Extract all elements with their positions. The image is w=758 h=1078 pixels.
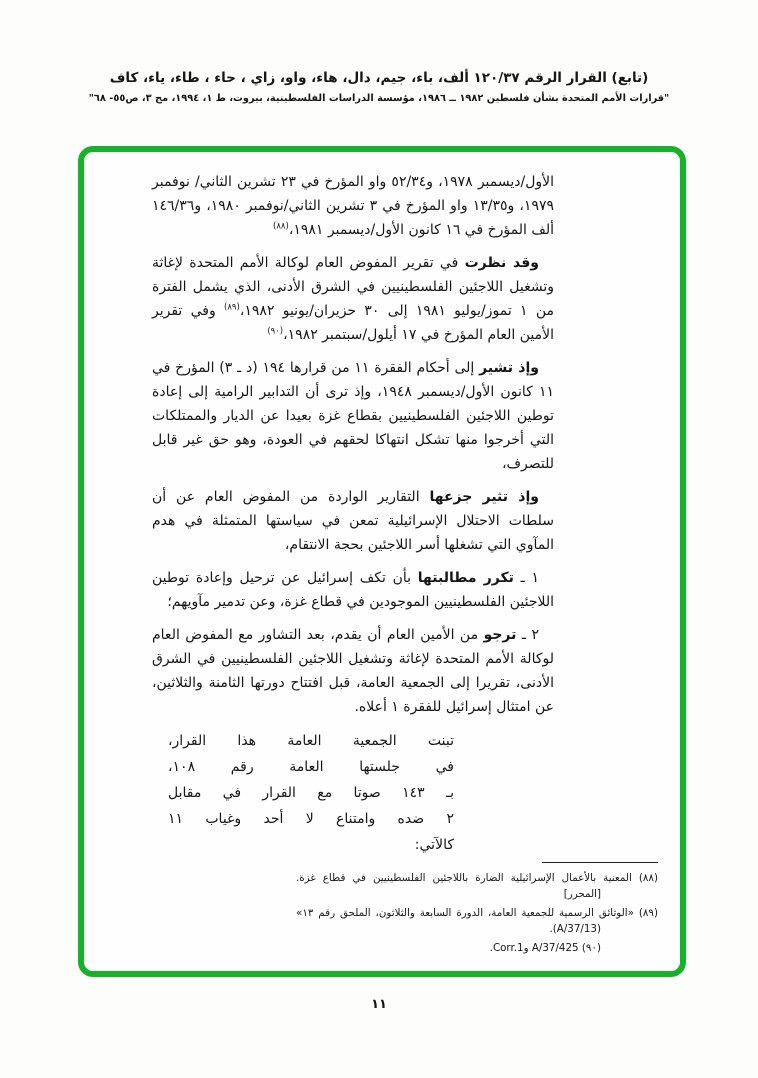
footnote-text: A/37/425 وCorr.1. — [489, 941, 579, 954]
footnote — [296, 870, 658, 903]
text-segment: تكرر مطالبتها — [417, 570, 514, 586]
green-frame — [78, 146, 686, 977]
text-segment: من الأمين العام أن يقدم، بعد التشاور مع المفوض العام لوكالة الأمم المتحدة لإغاثة وتشغيل اللاجئين الفلسطينيين في الشرق الأدنى، تقريرا إلى الجمعية العامة، قبل افتتاح دورتها الثامنة والثلاثين، عن امتثال إسرائيل للفقرة ١ أعلاه. — [152, 627, 554, 715]
text-segment: وإذ تثير جزعها — [429, 489, 539, 505]
vote-tally-line: تبنت الجمعية العامة هذا القرار، — [168, 733, 454, 749]
footnote-list — [296, 870, 658, 957]
paragraph — [152, 623, 554, 719]
main-text-column — [152, 170, 554, 858]
vote-tally-line: ٢ ضده وامتناع لا أحد وغياب ١١ — [168, 811, 454, 827]
footnote-ref: (٩٠) — [267, 326, 284, 337]
paragraph — [152, 485, 554, 557]
footnote — [296, 905, 658, 938]
footnote-number: (٨٩) — [638, 906, 658, 919]
footnote-ref: (٨٨) — [273, 221, 289, 232]
footnote-text: المعنية بالأعمال الإسرائيلية الضارة باللاجئين الفلسطينيين في قطاع غزة. [المحرر] — [296, 871, 632, 900]
paragraph — [152, 566, 554, 614]
vote-tally-line: في جلستها العامة رقم ١٠٨، — [168, 759, 454, 775]
footnote-block — [296, 862, 658, 959]
text-segment: وإذ تشير — [479, 360, 539, 376]
text-segment: إلى أحكام الفقرة ١١ من قرارها ١٩٤ (د ـ ٣) المؤرخ في ١١ كانون الأول/ديسمبر ١٩٤٨، وإذ ترى أن التدابير الرامية إلى إعادة توطين اللاجئين الفلسطينيين بقطاع غزة بعيدا عن الديار والممتلكات التي أخرجوا منها تشكل انتهاكا لحقهم في العودة، وهو حق غير قابل للتصرف، — [152, 360, 554, 472]
vote-tally — [168, 728, 454, 858]
source-citation: "قرارات الأمم المتحدة بشأن فلسطين ١٩٨٢ ــ ١٩٨٦، مؤسسة الدراسات الفلسطينية، بيروت، ط ١، ١٩٩٤، مج ٣، ص٥٥- ٦٨" — [88, 93, 670, 104]
footnote — [296, 940, 658, 957]
text-segment: وفي تقرير الأمين العام المؤرخ في ١٧ أيلول/سبتمبر ١٩٨٢، — [152, 303, 554, 343]
footnote-number: (٨٨) — [638, 871, 658, 884]
page-header — [0, 70, 758, 104]
text-segment: في تقرير المفوض العام لوكالة الأمم المتحدة لإغاثة وتشغيل اللاجئين الفلسطينيين في الشرق الأدنى، الذي يشمل الفترة من ١ تموز/يوليو ١٩٨١ إلى ٣٠ حزيران/يونيو ١٩٨٢، — [152, 255, 554, 319]
paragraph — [152, 170, 554, 242]
footnote-text: «الوثائق الرسمية للجمعية العامة، الدورة السابعة والثلاثون، الملحق رقم ١٣» (A/37/13). — [296, 906, 634, 935]
text-segment: بأن تكف إسرائيل عن ترحيل وإعادة توطين اللاجئين الفلسطينيين الموجودين في قطاع غزة، وعن تدمير مآويهم؛ — [152, 570, 554, 610]
text-segment: ترجو — [483, 627, 517, 643]
vote-tally-line: بـ ١٤٣ صوتا مع القرار في مقابل — [168, 785, 454, 801]
page-number: ١١ — [371, 997, 387, 1012]
footnote-ref: (٨٩) — [224, 302, 240, 313]
footnote-number: (٩٠) — [581, 941, 601, 954]
paragraph — [152, 251, 554, 347]
paragraph — [152, 356, 554, 476]
text-segment: الأول/ديسمبر ١٩٧٨، و٥٢/٣٤ واو المؤرخ في ٢٣ تشرين الثاني/ نوفمبر ١٩٧٩، و١٣/٣٥ واو المؤرخ في ٣ تشرين الثاني/نوفمبر ١٩٨٠، و١٤٦/٣٦ ألف المؤرخ في ١٦ كانون الأول/ديسمبر ١٩٨١، — [152, 174, 555, 238]
text-segment: ١ ـ — [513, 570, 539, 586]
vote-tally-line: كالآتي: — [414, 837, 454, 853]
text-segment: وقد نظرت — [464, 255, 539, 271]
text-segment: التقارير الواردة من المفوض العام عن أن سلطات الاحتلال الإسرائيلية تمعن في سياستها المتمثلة في هدم المآوي التي تشغلها أسر اللاجئين بحجة الانتقام، — [152, 489, 554, 553]
text-segment: ٢ ـ — [516, 627, 539, 643]
resolution-title: (تابع) القرار الرقم ١٢٠/٣٧ ألف، باء، جيم، دال، هاء، واو، زاي ، حاء ، طاء، ياء، كاف — [109, 70, 649, 86]
footnote-separator — [542, 862, 658, 863]
